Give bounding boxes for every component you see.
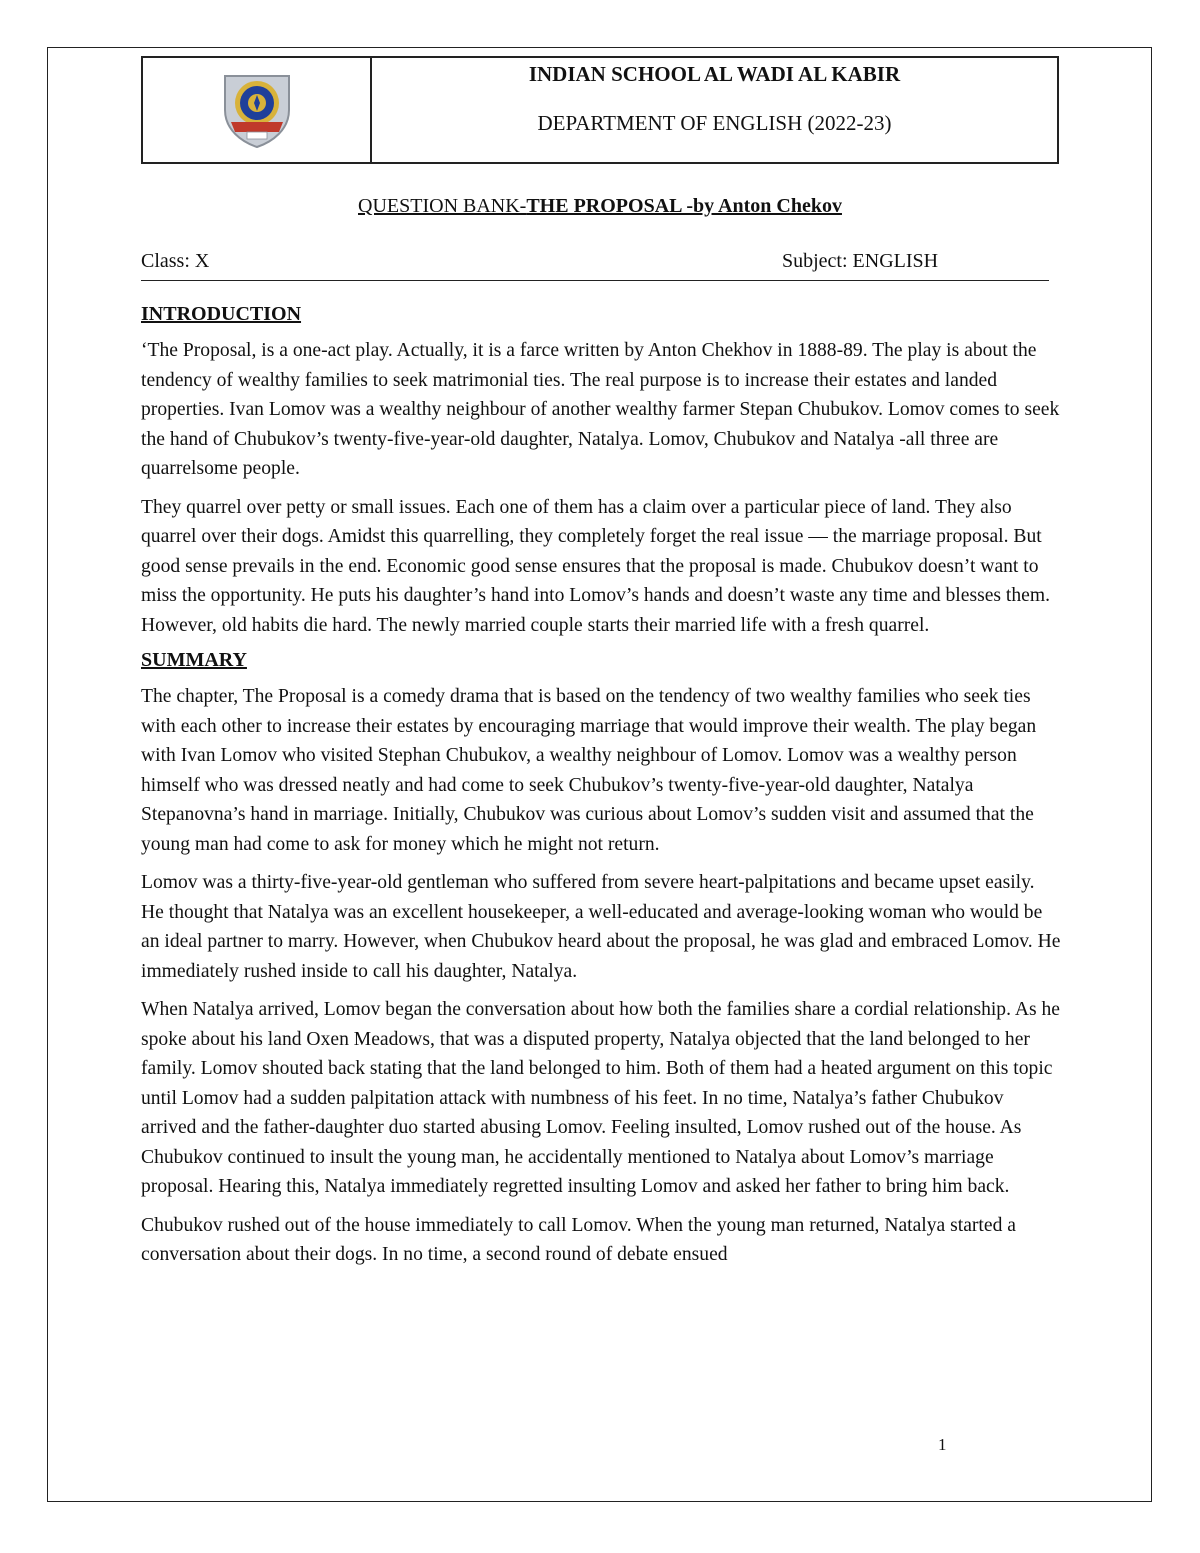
summary-paragraph: Chubukov rushed out of the house immediately to call Lomov. When the young man returned, Natalya started a conversation about their dogs. In no time, a second round of debate ensued — [141, 1214, 1016, 1265]
header-title-cell — [372, 58, 1057, 162]
intro-paragraph: They quarrel over petty or small issues. Each one of them has a claim over a particular piece of land. They also quarrel over their dogs. Amidst this quarrelling, they completely forget the real issue — the marriage proposal. But good sense prevails in the end. Economic good sense ensures that the proposal is made. Chubukov doesn’t want to miss the opportunity. He puts his daughter’s hand into Lomov’s hands and doesn’t waste any time and blesses them. However, old habits die hard. The newly married couple starts their married life with a fresh quarrel. — [141, 496, 1050, 636]
header-box — [141, 56, 1059, 164]
introduction-heading: INTRODUCTION — [141, 303, 302, 325]
document-body — [141, 303, 1061, 1279]
title-bold: THE PROPOSAL -by Anton Chekov — [526, 195, 842, 217]
page-number: 1 — [938, 1435, 947, 1454]
class-label: Class: X — [141, 250, 210, 272]
summary-paragraph: Lomov was a thirty-five-year-old gentleman who suffered from severe heart-palpitations and became upset easily. He thought that Natalya was an excellent housekeeper, a well-educated and average-looking woman who would be an ideal partner to marry. However, when Chubukov heard about the proposal, he was glad and embraced Lomov. He immediately rushed inside to call his daughter, Natalya. — [141, 872, 1061, 982]
department-name: DEPARTMENT OF ENGLISH (2022-23) — [537, 111, 892, 135]
logo-cell — [143, 58, 372, 162]
summary-paragraph: When Natalya arrived, Lomov began the conversation about how both the families share a cordial relationship. As he spoke about his land Oxen Meadows, that was a disputed property, Natalya objected that the land belonged to her family. Lomov shouted back stating that the land belonged to him. Both of them had a heated argument on this topic until Lomov had a sudden palpitation attack with numbness of his feet. In no time, Natalya’s father Chubukov arrived and the father-daughter duo started abusing Lomov. Feeling insulted, Lomov rushed out of the house. As Chubukov continued to insult the young man, he accidentally mentioned to Natalya about Lomov’s marriage proposal. Hearing this, Natalya immediately regretted insulting Lomov and asked her father to bring him back. — [141, 999, 1060, 1197]
class-subject-row — [141, 250, 1049, 281]
page-title — [0, 195, 1200, 218]
subject-label: Subject: ENGLISH — [782, 250, 939, 272]
school-name: INDIAN SCHOOL AL WADI AL KABIR — [528, 62, 901, 86]
summary-paragraph: The chapter, The Proposal is a comedy drama that is based on the tendency of two wealthy families who seek ties with each other to increase their estates by encouraging marriage that would improve their wealth. The play began with Ivan Lomov who visited Stephan Chubukov, a wealthy neighbour of Lomov. Lomov was a wealthy person himself who was dressed neatly and had come to seek Chubukov’s twenty-five-year-old daughter, Natalya Stepanovna’s hand in marriage. Initially, Chubukov was curious about Lomov’s sudden visit and assumed that the young man had come to ask for money which he might not return. — [141, 686, 1037, 855]
school-crest-icon — [217, 70, 297, 150]
intro-paragraph: ‘The Proposal, is a one-act play. Actually, it is a farce written by Anton Chekhov in 1888-89. The play is about the tendency of wealthy families to seek matrimonial ties. The real purpose is to increase their estates and landed properties. Ivan Lomov was a wealthy neighbour of another wealthy farmer Stepan Chubukov. Lomov comes to seek the hand of Chubukov’s twenty-five-year-old daughter, Natalya. Lomov, Chubukov and Natalya -all three are quarrelsome people. — [141, 340, 1060, 479]
summary-heading: SUMMARY — [141, 649, 247, 671]
title-prefix: QUESTION BANK- — [358, 195, 527, 217]
